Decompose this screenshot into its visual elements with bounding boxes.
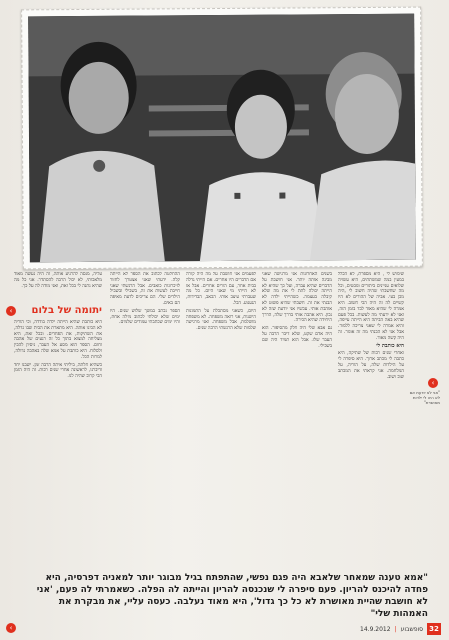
pull-quote: "אמא טענה שמאחר שלאבא היה פגם נפשי, שהתפתח בגיל מבוגר יותר למאניה דפרסיה, היא פחדה להיכנס להריון. פעם סיפרה לי שנכנסה להריון והייתה לה הפלה. כשאמרתי לה פעם, 'אני לא חושבת שהיית מאושרת לא כל כך גדול', היא מאוד נעלבה. כעסה עליי, את מבקרת את האמהות שלי" — [36, 573, 428, 619]
text-column-1 — [338, 272, 404, 564]
text-column-5-bottom — [14, 320, 102, 564]
column-1-subhead: היא כותבת לי — [376, 342, 404, 349]
text-column-3 — [186, 272, 256, 564]
column-3-text: לפעמים אני חושבת על מה היה קורה אם הדברים היו אחרים. אם הייתי גדלה בבית אחר, עם הורים אחרים. אבל אז לא הייתי מי שאני היום. כל מה שעברתי עיצב אותי. הכאב, הבדידות, הגעגוע. הכל. — [186, 272, 256, 306]
family-photo — [28, 14, 416, 263]
column-3-text-2: היום, כשאני מסתכלת על התמונות הישנות, אני רואה משפחה. לא משפחה מושלמת, אבל משפחה. ואני מרגישה שלמות שלא הרגשתי הרבה שנים. — [186, 308, 256, 332]
column-2-text: בשנים האחרונות אני מרגישה שאני מבינה אותה יותר. אני חושבת על הדברים שהיא עברה, ועל כך שהיא לא הייתה יכולה לתת לי את מה שלא קיבלה בעצמה. כשהייתי ילדה לא הבנתי את זה. חשבתי שהיא פשוט לא אוהבת אותי. עכשיו אני יודעת שזה לא נכון. היא אהבה אותי בדרך שלה, הדרך היחידה שהיא הכירה. — [262, 272, 332, 324]
section-body-text: היא כותבת שהיא הייתה ילדה בודדה, וכי הוריה לא הבינו אותה. היא מתארת את הבית שבו גדלה, את השתיקות, את הפחדים. ובכל זאת, היא מצליחה למצוא בתוך כל זה רגעים של אהבה וחום. הספר הוא מסע אל העבר, ניסיון להבין ולסלוח. היא כותבת על אמא שלה באהבה גדולה, למרות הכל. — [14, 320, 102, 360]
text-column-2 — [262, 272, 332, 564]
column-5-text: עליה, מנסה להרגיע אותה, זה היה נעשה מאוד מלאכותי, לא יכול הרבה להסתדר. אני כל מה שהיא נתנה לי בכל זאת, ואני מודה לה על כך. — [14, 272, 102, 289]
footer-section: סופשבוע — [400, 625, 423, 633]
page-footer — [6, 622, 443, 636]
column-1-text-2: ואחרי שנים רבות של שתיקה, היא כתבה לי מכתב ארוך. היא סיפרה לי על הילדות שלה, על הוריה, על המלחמה. אני קראתי את המכתב שוב ושוב. — [338, 351, 404, 380]
footer-date: 14.9.2012 — [360, 625, 391, 633]
section-heading: יתומה של בלום — [31, 305, 102, 316]
family-photo-frame — [21, 7, 423, 270]
arrow-left-icon: ‹ — [6, 306, 16, 316]
family-photo-image — [28, 14, 416, 263]
column-1-text: שימוש לי , היא מספרת, לא הכלל במעין במה שמשתתים, היא עשויה שלואים עניינים ביתורים ומבטים, וכל מה שחשבתי שהיה חשוב לי ,היה מכן בעי. אביה של ההורים לא היו קשיים לה זה היה הכי חשוב. היא אמרה לי שהיא מאוד לבד בזמן הזה, ואני לא ידעתי מה לעשות. בכל פעם שהיא באה הביתה היא הייתה עייפה, והיא אמרה לי שאני צריכה ללמוד. אבל אני לא הבנתי מה זה אומר. זה היה קשה מאוד. — [338, 272, 404, 341]
text-column-5-top — [14, 272, 102, 302]
arrow-left-icon: ‹ — [6, 623, 16, 633]
text-column-4 — [110, 272, 180, 564]
column-5-text-2: כשהיא חלתה, ביליתי איתה הרבה זמן. ישבנו יחד ודיברנו, לראשונה אחרי שנים רבות. זה היה הזמן הכי קרוב שהיה לנו. — [14, 362, 102, 380]
arrow-left-icon: ‹ — [428, 378, 438, 388]
column-2-text-2: גם אבא שלי היה חלק מהסיפור. הוא היה אדם שקט, שלא דיבר הרבה על העבר שלו. אבל הוא תמיד היה שם בשבילי. — [262, 326, 332, 349]
photo-caption: "אני לא יודעת אם לא היה לי ילדות מאושרת" — [409, 390, 440, 405]
footer-info: 14.9.2012 | סופשבוע 32 — [360, 623, 441, 635]
column-4-text: ההחלטה לכתוב את הספר לא הייתה קלה. ידעתי שאני אצטרך לחזור לזיכרונות כואבים. אבל הרגשתי שאני חייבת לעשות את זה, בשבילי ובשביל הילדים שלי. הם צריכים לדעת מאיפה הם באים. — [110, 272, 180, 306]
column-4-text-2: הספר נכתב במשך שלוש שנים. היו ימים שלא יכולתי לכתוב מילה אחת, והיו ימים שכתבתי עמודים שלמים. — [110, 308, 180, 326]
page-number: 32 — [427, 623, 441, 635]
